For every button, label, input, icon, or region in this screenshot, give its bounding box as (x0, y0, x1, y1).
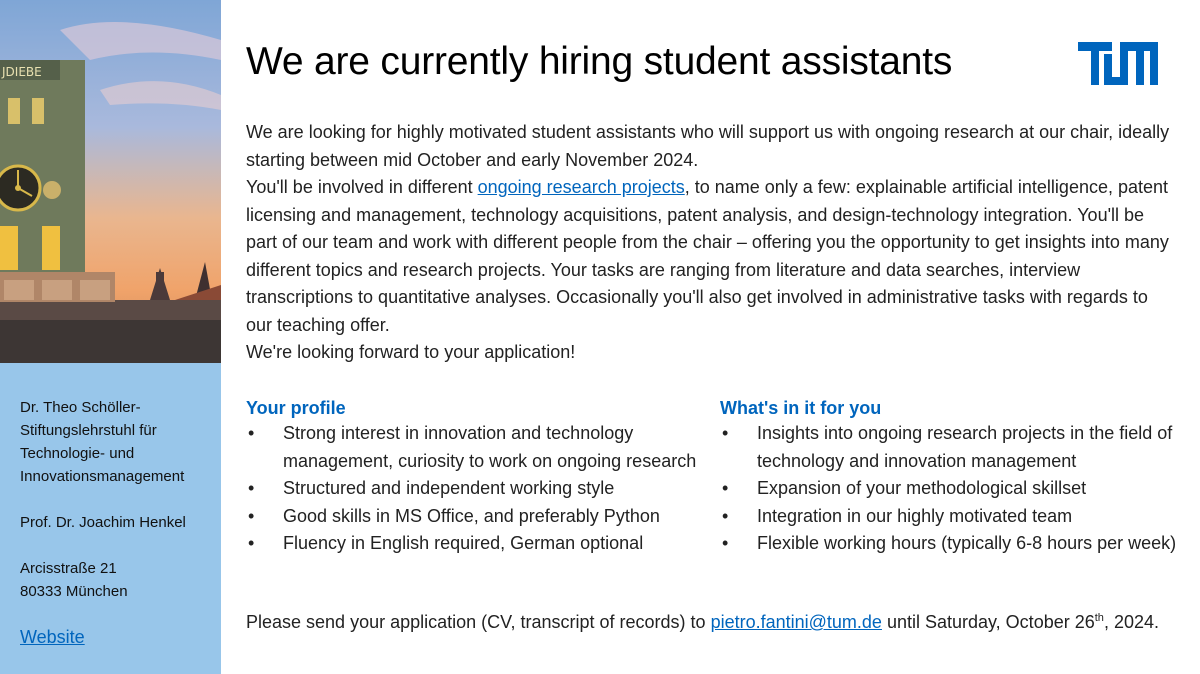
sidebar (0, 0, 221, 674)
bullet-icon: • (248, 505, 255, 526)
profile-list (246, 420, 716, 558)
list-item-text: Insights into ongoing research projects in the field of technology and innovation management (757, 423, 1173, 471)
list-item (246, 475, 716, 503)
page-title: We are currently hiring student assistants (246, 40, 953, 83)
intro-paragraph-2 (246, 174, 1176, 339)
list-item-text: Structured and independent working style (283, 478, 615, 498)
list-item (720, 503, 1190, 531)
list-item-text: Strong interest in innovation and technology management, curiosity to work on ongoing research (283, 423, 697, 471)
address-street: Arcisstraße 21 (20, 560, 117, 577)
bullet-icon: • (722, 423, 729, 443)
list-item-text: Integration in our highly motivated team (757, 505, 1073, 526)
bullet-icon: • (248, 533, 255, 553)
email-link[interactable]: pietro.fantini@tum.de (710, 612, 882, 632)
intro-p2-before: You'll be involved in different (246, 177, 478, 197)
footer-text-after: until Saturday, October 26 (881, 612, 1095, 632)
professor-name: Prof. Dr. Joachim Henkel (20, 514, 186, 531)
intro-p2-after: , to name only a few: explainable artificial intelligence, patent licensing and management, technology acquisitions, patent analysis, and design-technology integration. You'll be part of our team and work with different people from the chair – offering you the opportunity to get insights into many different topics and research projects. Your tasks are ranging from literature and data searches, interview transcriptions to quantitative analyses. Occasionally you'll also get involved in administrative tasks with regards to our teaching offer. (246, 177, 1169, 335)
list-item (720, 420, 1190, 475)
munich-skyline-photo (0, 0, 221, 363)
list-item (246, 530, 716, 558)
svg-text:JDIEBE: JDIEBE (2, 65, 42, 79)
ordinal-suffix: th (1094, 612, 1104, 624)
intro-text (246, 119, 1176, 367)
benefits-list (720, 420, 1190, 558)
tum-logo (1078, 42, 1158, 85)
footer-text-end: , 2024. (1103, 612, 1159, 632)
list-item (720, 475, 1190, 503)
research-projects-link[interactable]: ongoing research projects (477, 177, 685, 197)
list-item (720, 530, 1190, 558)
list-item (246, 503, 716, 531)
benefits-heading: What's in it for you (720, 398, 882, 418)
intro-paragraph-1: We are looking for highly motivated student assistants who will support us with ongoing research at our chair, ideally starting between mid October and early November 2024. (246, 122, 1170, 170)
list-item-text: Flexible working hours (typically 6-8 hours per week) (757, 533, 1177, 553)
sidebar-contact (20, 396, 215, 650)
bullet-icon: • (248, 423, 255, 443)
list-item-text: Good skills in MS Office, and preferably Python (283, 505, 660, 526)
application-footer (246, 609, 1176, 637)
footer-text-before: Please send your application (CV, transcript of records) to (246, 612, 711, 632)
intro-paragraph-3: We're looking forward to your application! (246, 342, 576, 362)
benefits-section (720, 396, 1190, 558)
list-item-text: Fluency in English required, German optional (283, 533, 644, 553)
bullet-icon: • (722, 533, 729, 553)
tower-illustration (0, 0, 221, 363)
chair-name: Dr. Theo Schöller-Stiftungslehrstuhl für Technologie- und Innovationsmanagement (20, 399, 185, 485)
list-item (246, 420, 716, 475)
address (20, 557, 215, 603)
profile-section (246, 396, 716, 558)
address-city: 80333 München (20, 583, 128, 600)
bullet-icon: • (722, 478, 729, 498)
website-link[interactable]: Website (20, 627, 85, 647)
bullet-icon: • (248, 478, 255, 498)
list-item-text: Expansion of your methodological skillset (757, 478, 1087, 498)
bullet-icon: • (722, 505, 729, 526)
profile-heading: Your profile (246, 398, 346, 418)
